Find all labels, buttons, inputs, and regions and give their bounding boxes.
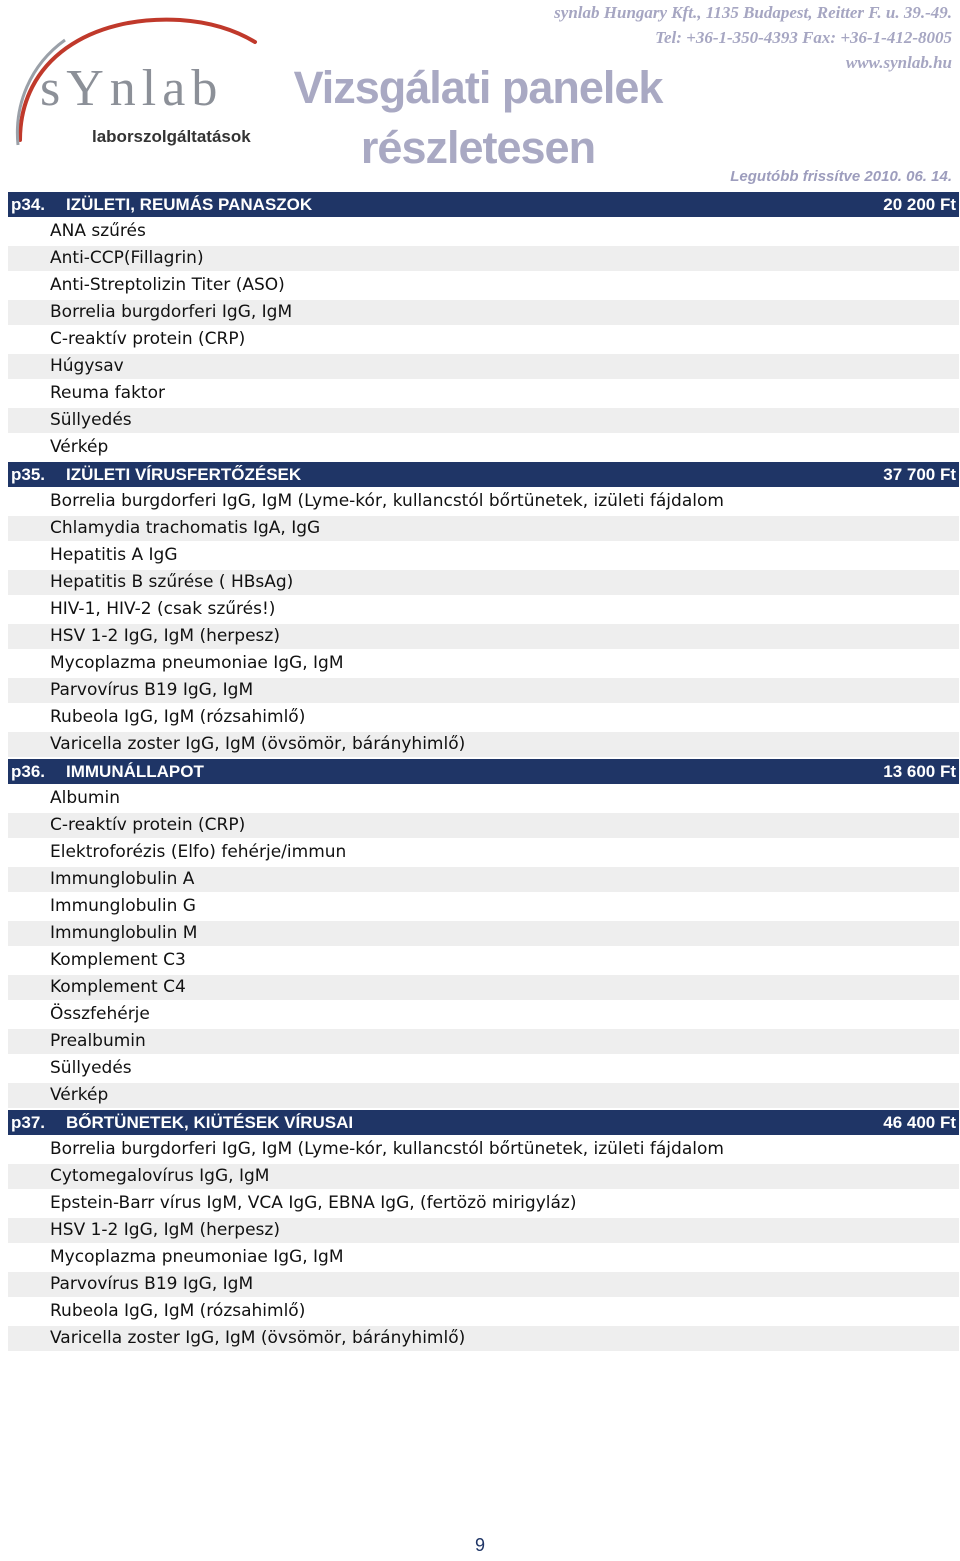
- panel-header: [8, 759, 959, 786]
- list-item: Komplement C3: [8, 948, 730, 975]
- panel-price: 13 600 Ft: [883, 762, 956, 781]
- list-item: Chlamydia trachomatis IgA, IgG: [8, 516, 959, 543]
- list-item: Immunglobulin G: [8, 894, 730, 921]
- panel-list: [8, 192, 959, 1353]
- panel-p36: [8, 759, 959, 1110]
- panel-header: [8, 1110, 959, 1137]
- panel-header: [8, 192, 959, 219]
- list-item: Rubeola IgG, IgM (rózsahimlő): [8, 1299, 730, 1326]
- list-item: Rubeola IgG, IgM (rózsahimlő): [8, 705, 730, 732]
- list-item: Hepatitis A IgG: [8, 543, 730, 570]
- svg-text:laborszolgáltatások: laborszolgáltatások: [92, 127, 251, 146]
- title-line-2: részletesen: [360, 122, 596, 173]
- panel-code: p34.: [11, 195, 46, 214]
- page-number: 9: [474, 1535, 485, 1555]
- list-item: Süllyedés: [8, 1056, 730, 1083]
- list-item: Borrelia burgdorferi IgG, IgM: [8, 300, 959, 327]
- synlab-logo: [10, 10, 270, 155]
- list-item: Vérkép: [8, 1083, 959, 1110]
- panel-name: IMMUNÁLLAPOT: [66, 762, 204, 781]
- list-item: Vérkép: [8, 435, 730, 462]
- list-item: Prealbumin: [8, 1029, 959, 1056]
- page-title: [288, 58, 668, 178]
- panel-name: IZÜLETI VÍRUSFERTŐZÉSEK: [66, 465, 302, 484]
- panel-code: p36.: [11, 762, 46, 781]
- svg-text:sYnlab: sYnlab: [40, 60, 224, 117]
- list-item: Parvovírus B19 IgG, IgM: [8, 1272, 959, 1299]
- list-item: Varicella zoster IgG, IgM (övsömör, bárányhimlő): [8, 1326, 959, 1353]
- list-item: Húgysav: [8, 354, 959, 381]
- panel-p35: [8, 462, 959, 759]
- panel-name: BŐRTÜNETEK, KIÜTÉSEK VÍRUSAI: [66, 1113, 354, 1132]
- list-item: Parvovírus B19 IgG, IgM: [8, 678, 959, 705]
- panel-p37: [8, 1110, 959, 1353]
- panel-price: 37 700 Ft: [883, 465, 956, 484]
- list-item: Epstein-Barr vírus IgM, VCA IgG, EBNA IgG, (fertözö mirigyláz): [8, 1191, 730, 1218]
- list-item: Borrelia burgdorferi IgG, IgM (Lyme-kór, kullancstól bőrtünetek, izületi fájdalom: [8, 1137, 730, 1164]
- list-item: Anti-CCP(Fillagrin): [8, 246, 959, 273]
- last-updated: Legutóbb frissítve 2010. 06. 14.: [730, 168, 952, 185]
- panel-header: [8, 462, 959, 489]
- list-item: Borrelia burgdorferi IgG, IgM (Lyme-kór, kullancstól bőrtünetek, izületi fájdalom: [8, 489, 730, 516]
- company-website: www.synlab.hu: [845, 53, 952, 72]
- list-item: Reuma faktor: [8, 381, 730, 408]
- company-phone: Tel: +36-1-350-4393 Fax: +36-1-412-8005: [655, 28, 952, 47]
- list-item: ANA szűrés: [8, 219, 730, 246]
- list-item: HSV 1-2 IgG, IgM (herpesz): [8, 1218, 959, 1245]
- title-line-1: Vizsgálati panelek: [293, 62, 663, 113]
- panel-name: IZÜLETI, REUMÁS PANASZOK: [66, 195, 313, 214]
- list-item: Süllyedés: [8, 408, 959, 435]
- panel-price: 46 400 Ft: [883, 1113, 956, 1132]
- list-item: Anti-Streptolizin Titer (ASO): [8, 273, 730, 300]
- panel-code: p37.: [11, 1113, 46, 1132]
- list-item: Komplement C4: [8, 975, 959, 1002]
- list-item: Hepatitis B szűrése ( HBsAg): [8, 570, 959, 597]
- list-item: Immunglobulin M: [8, 921, 959, 948]
- list-item: Immunglobulin A: [8, 867, 959, 894]
- list-item: Összfehérje: [8, 1002, 730, 1029]
- list-item: Mycoplazma pneumoniae IgG, IgM: [8, 651, 730, 678]
- list-item: HSV 1-2 IgG, IgM (herpesz): [8, 624, 959, 651]
- company-info: [554, 0, 952, 75]
- list-item: Cytomegalovírus IgG, IgM: [8, 1164, 959, 1191]
- company-address: synlab Hungary Kft., 1135 Budapest, Reitter F. u. 39.-49.: [554, 3, 952, 22]
- list-item: Varicella zoster IgG, IgM (övsömör, bárányhimlő): [8, 732, 959, 759]
- panel-code: p35.: [11, 465, 46, 484]
- panel-price: 20 200 Ft: [883, 195, 956, 214]
- list-item: HIV-1, HIV-2 (csak szűrés!): [8, 597, 730, 624]
- list-item: C-reaktív protein (CRP): [8, 327, 730, 354]
- list-item: Albumin: [8, 786, 730, 813]
- list-item: Elektroforézis (Elfo) fehérje/immun: [8, 840, 730, 867]
- panel-p34: [8, 192, 959, 462]
- list-item: Mycoplazma pneumoniae IgG, IgM: [8, 1245, 730, 1272]
- list-item: C-reaktív protein (CRP): [8, 813, 959, 840]
